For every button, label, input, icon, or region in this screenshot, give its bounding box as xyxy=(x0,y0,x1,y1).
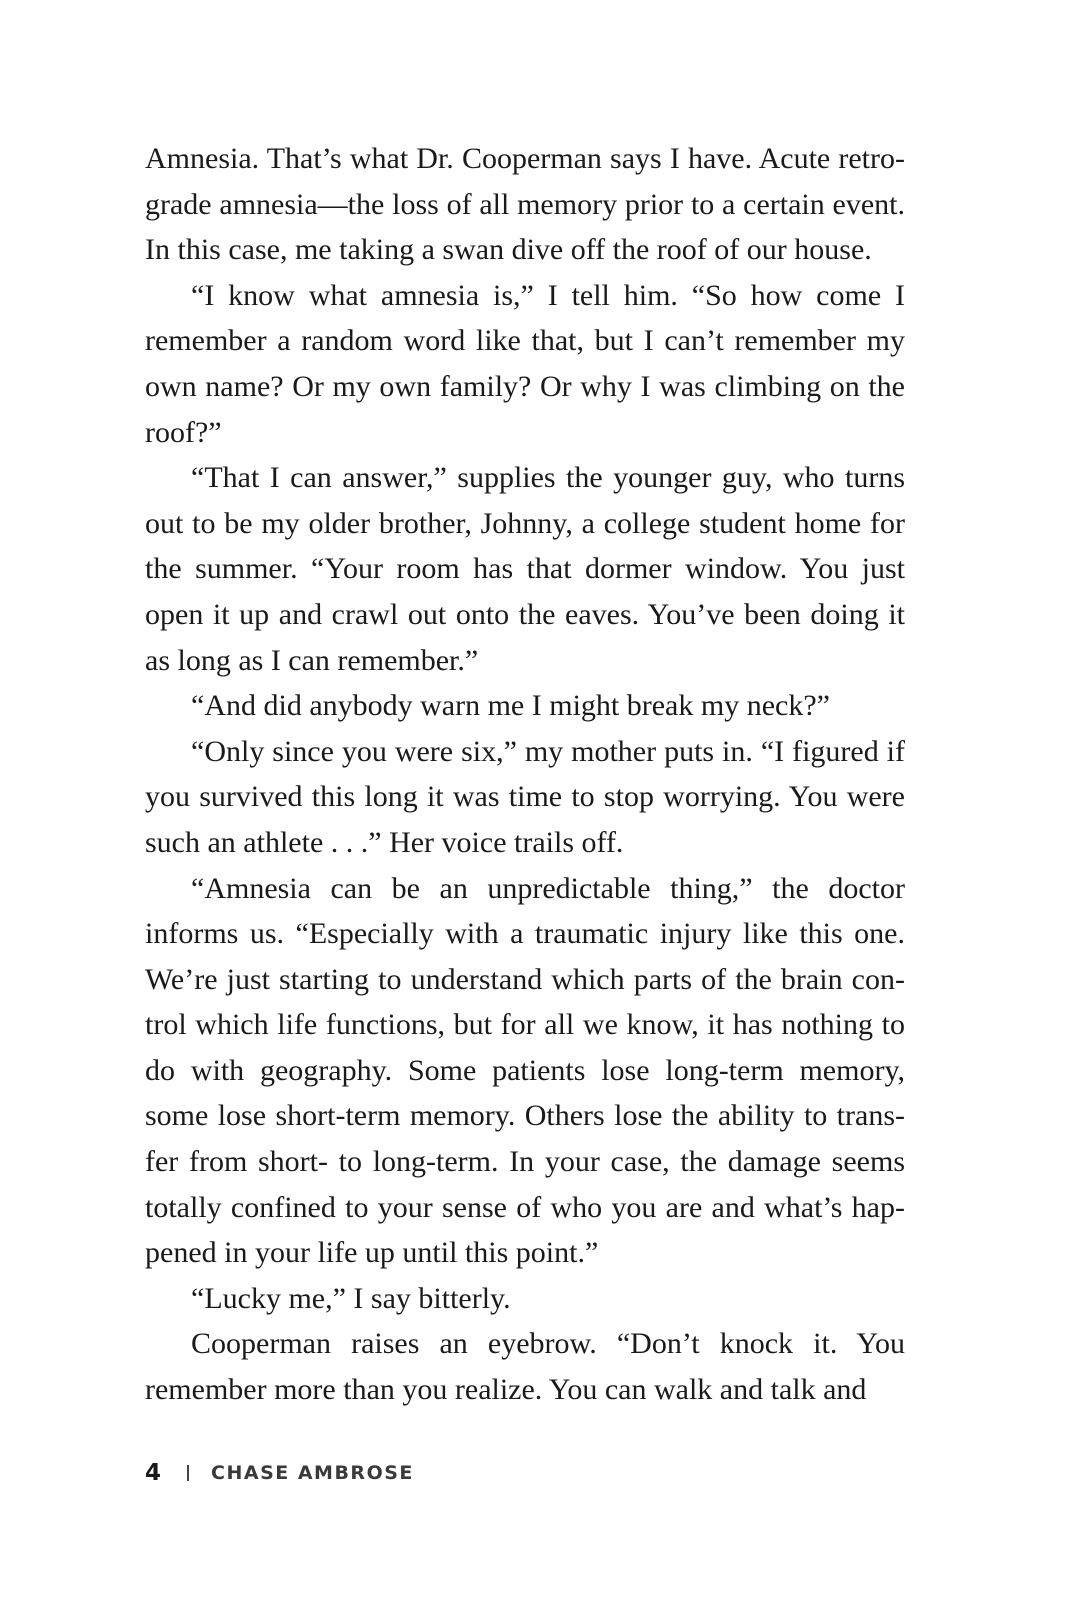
paragraph: “Only since you were six,” my mother puts in. “I figured if you survived this long it was time to stop worrying. You were such an athlete . . .” Her voice trails off. xyxy=(145,734,905,859)
body-text xyxy=(145,136,905,1413)
footer-divider xyxy=(187,1465,189,1481)
page-number: 4 xyxy=(145,1460,162,1486)
paragraph: “Amnesia can be an unpredictable thing,” the doctor informs us. “Especially with a traumatic injury like this one. We’re just starting to understand which parts of the brain control which life functions, but for all we know, it has nothing to do with geography. Some patients lose long-term memory, some lose short-term memory. Others lose the ability to transfer from short- to long-term. In your case, the damage seems totally confined to your sense of who you are and what’s happened in your life up until this point.” xyxy=(145,871,905,1270)
paragraph: “I know what amnesia is,” I tell him. “So how come I remember a random word like that, but I can’t remember my own name? Or my own family? Or why I was climbing on the roof?” xyxy=(145,278,905,449)
page-footer xyxy=(145,1458,414,1488)
paragraph: “Lucky me,” I say bitterly. xyxy=(191,1281,511,1315)
paragraph: “And did anybody warn me I might break my neck?” xyxy=(191,689,830,723)
running-head: CHASE AMBROSE xyxy=(211,1462,414,1484)
paragraph: “That I can answer,” supplies the younger guy, who turns out to be my older brother, Johnny, a college student home for the summer. “Your room has that dormer window. You just open it up and crawl out onto the eaves. You’ve been doing it as long as I can remember.” xyxy=(145,461,905,677)
paragraph: Amnesia. That’s what Dr. Cooperman says I have. Acute retrograde amnesia—the loss of all memory prior to a certain event. In this case, me taking a swan dive off the roof of our house. xyxy=(145,142,905,267)
paragraph: Cooperman raises an eyebrow. “Don’t knock it. You remember more than you realize. You can walk and talk and xyxy=(145,1327,905,1407)
